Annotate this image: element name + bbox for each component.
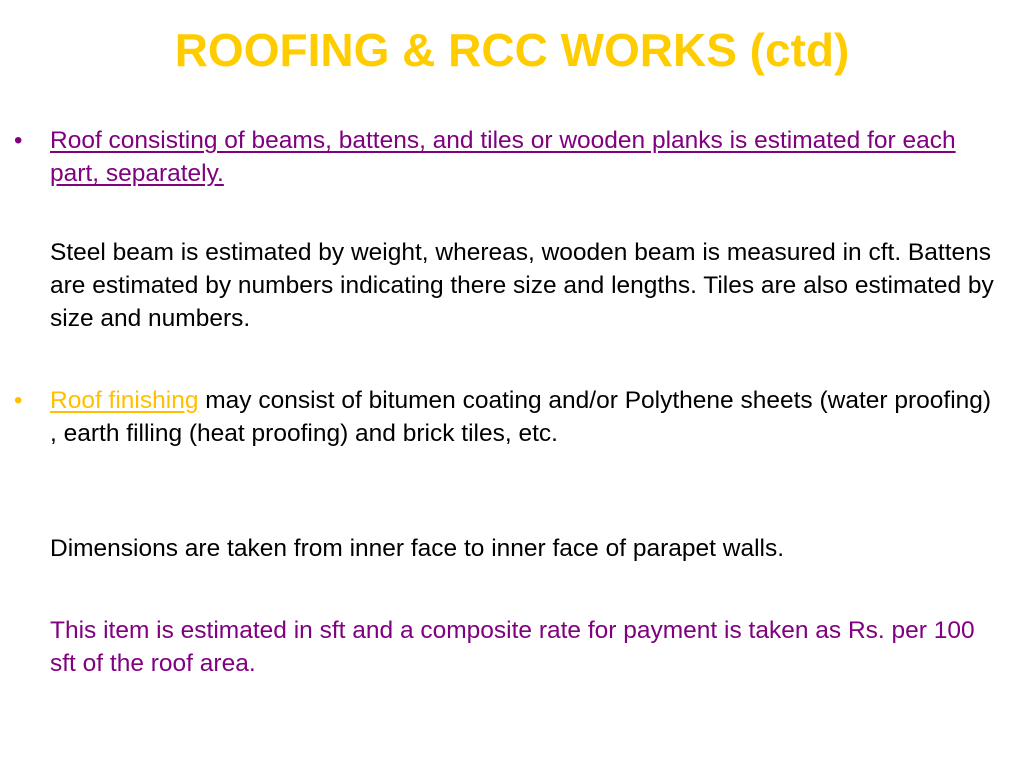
dimensions-paragraph: Dimensions are taken from inner face to inner face of parapet walls. bbox=[50, 535, 785, 562]
bullet-1-text bbox=[50, 124, 1000, 190]
bullet-marker-2: • bbox=[14, 387, 23, 414]
bullet-1-heading: Roof consisting of beams, battens, and tiles or wooden planks is estimated for each part, separately. bbox=[50, 127, 956, 187]
steel-beam-paragraph: Steel beam is estimated by weight, whereas, wooden beam is measured in cft. Battens are estimated by numbers indicating there size and lengths. Tiles are also estimated by size and numbers. bbox=[50, 239, 994, 332]
bullet-marker-1: • bbox=[14, 127, 23, 154]
roof-finishing-link[interactable]: Roof finishing bbox=[50, 387, 199, 414]
slide-title: ROOFING & RCC WORKS (ctd) bbox=[174, 24, 850, 76]
bullet-2-body: may consist of bitumen coating and/or Polythene sheets (water proofing) , earth filling (heat proofing) and brick tiles, etc. bbox=[50, 387, 992, 447]
rate-paragraph: This item is estimated in sft and a composite rate for payment is taken as Rs. per 100 sft of the roof area. bbox=[50, 617, 975, 677]
bullet-2-text bbox=[50, 384, 1000, 450]
